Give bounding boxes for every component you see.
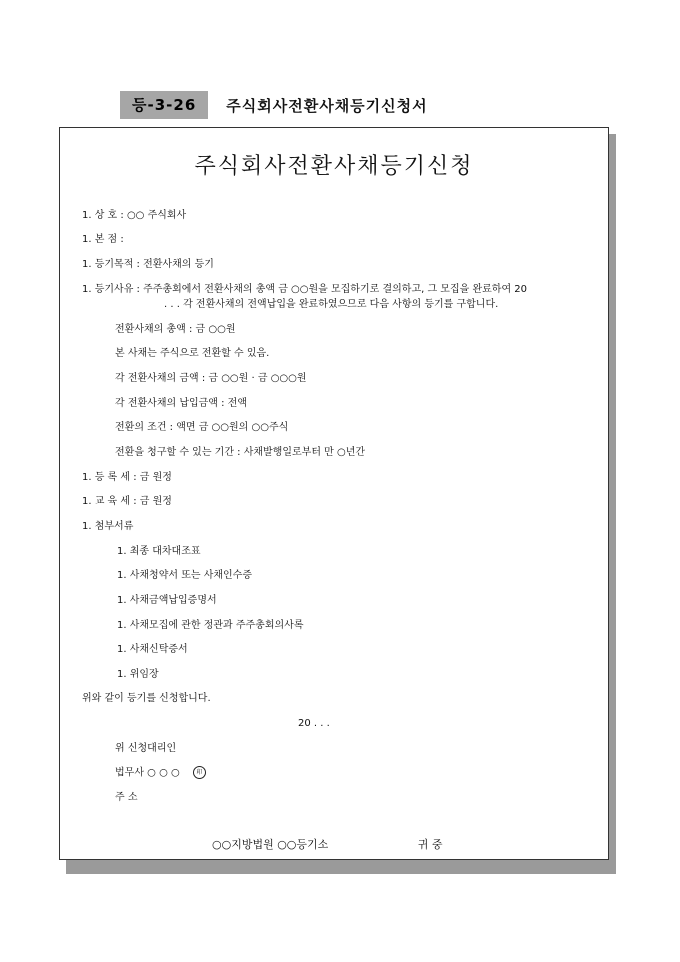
seal-icon: 印	[193, 766, 206, 779]
detail-item: 본 사채는 주식으로 전환할 수 있음.	[115, 348, 270, 359]
reason-line-1: 1. 등기사유 : 주주총회에서 전환사채의 총액 금 ○○원을 모집하기로 결의하고, 그 모집을 완료하여 20	[82, 284, 528, 295]
request-statement: 위와 같이 등기를 신청합니다.	[82, 693, 211, 704]
form-header-title: 주식회사전환사채등기신청서	[226, 96, 428, 115]
education-tax-line: 1. 교 육 세 : 금 원정	[82, 496, 172, 507]
detail-item: 각 전환사채의 납입금액 : 전액	[115, 398, 248, 409]
attachment-item: 1. 최종 대차대조표	[117, 546, 201, 557]
registration-tax-line: 1. 등 록 세 : 금 원정	[82, 472, 172, 483]
purpose-line: 1. 등기목적 : 전환사채의 등기	[82, 259, 214, 270]
lawyer-line	[115, 766, 206, 780]
form-title: 주식회사전환사채등기신청	[194, 154, 474, 179]
head-office-line: 1. 본 점 :	[82, 234, 124, 245]
application-form	[59, 127, 609, 860]
attachment-item: 1. 사채청약서 또는 사채인수증	[117, 570, 252, 581]
agent-label: 위 신청대리인	[115, 743, 177, 754]
detail-item: 전환의 조건 : 액면 금 ○○원의 ○○주식	[115, 422, 289, 433]
recipient-label: 귀 중	[417, 838, 443, 851]
attachment-item: 1. 위임장	[117, 669, 159, 680]
attachment-item: 1. 사채신탁증서	[117, 644, 188, 655]
attachments-heading: 1. 첨부서류	[82, 521, 134, 532]
form-code-badge: 등-3-26	[120, 91, 208, 119]
attachment-item: 1. 사채금액납입증명서	[117, 595, 217, 606]
lawyer-name: 법무사 ○ ○ ○	[115, 767, 180, 779]
attachment-item: 1. 사채모집에 관한 정관과 주주총회의사록	[117, 620, 304, 631]
document-header	[120, 92, 428, 118]
detail-item: 각 전환사채의 금액 : 금 ○○원 · 금 ○○○원	[115, 373, 307, 384]
date-line: 20 . . .	[298, 718, 330, 729]
court-name: ○○지방법원 ○○등기소	[212, 838, 329, 851]
company-line: 1. 상 호 : ○○ 주식회사	[82, 210, 187, 221]
court-row	[212, 836, 443, 852]
detail-item: 전환을 청구할 수 있는 기간 : 사채발행일로부터 만 ○년간	[115, 447, 366, 458]
address-line: 주 소	[115, 792, 138, 803]
reason-line-2: . . . 각 전환사채의 전액납입을 완료하였으므로 다음 사항의 등기를 구합니다.	[164, 299, 499, 310]
detail-item: 전환사채의 총액 : 금 ○○원	[115, 324, 236, 335]
